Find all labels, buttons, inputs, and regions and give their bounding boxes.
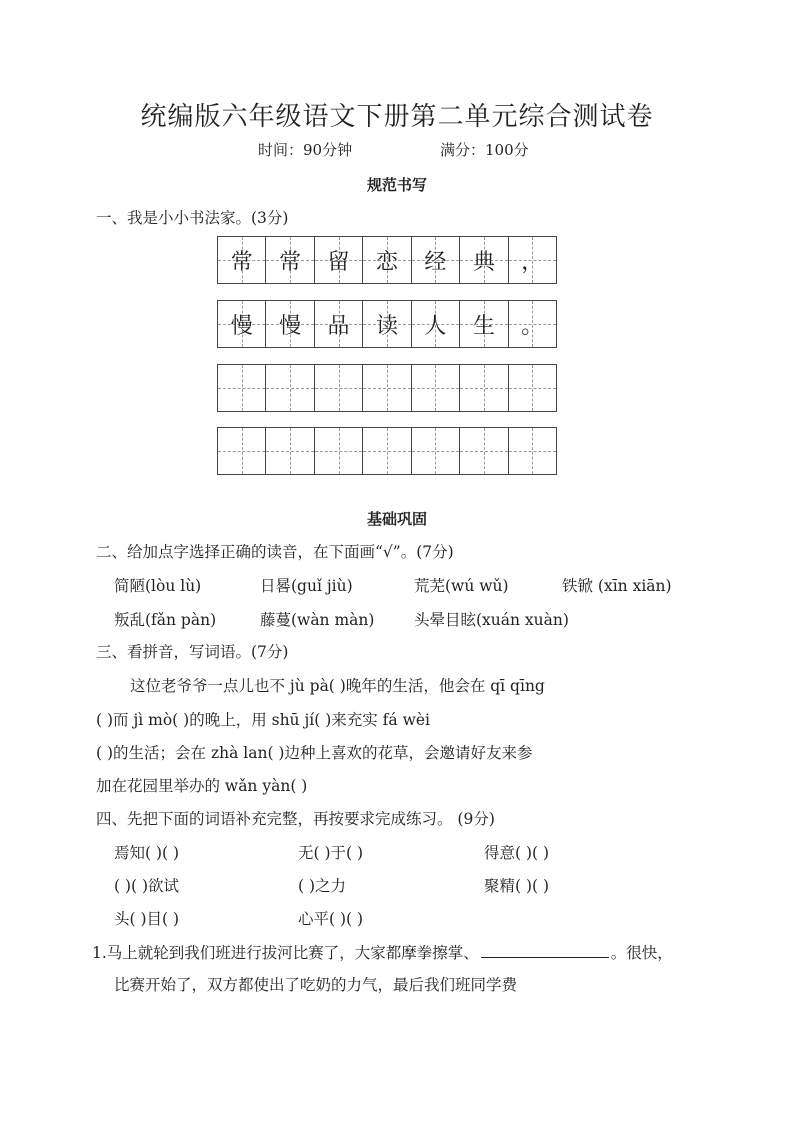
question-3-prompt: 三、看拼音，写词语。(7分) xyxy=(96,643,289,661)
grid-cell[interactable] xyxy=(363,365,411,411)
q3-line: ( )而 jì mò( )的晚上，用 shū jí( )来充实 fá wèi xyxy=(96,711,430,729)
grid-cell: 慢 xyxy=(218,301,266,347)
writing-grid-row-1 xyxy=(217,236,557,284)
grid-cell[interactable] xyxy=(412,428,460,474)
grid-cell: ， xyxy=(509,237,556,283)
grid-cell: 常 xyxy=(218,237,266,283)
q2-item: 简陋(lòu lù) xyxy=(114,577,202,595)
q4-sub1-line-2: 比赛开始了，双方都使出了吃奶的力气，最后我们班同学费 xyxy=(114,976,518,994)
q2-item: 叛乱(fǎn pàn) xyxy=(114,611,217,629)
section-heading-basics: 基础巩固 xyxy=(366,510,427,528)
grid-cell[interactable] xyxy=(509,428,556,474)
exam-full-score: 满分：100分 xyxy=(440,141,529,159)
q2-item: 藤蔓(wàn màn) xyxy=(260,611,375,629)
grid-cell[interactable] xyxy=(218,428,266,474)
question-2-prompt: 二、给加点字选择正确的读音，在下面画“√”。(7分) xyxy=(96,543,454,561)
q3-line: 加在花园里举办的 wǎn yàn( ) xyxy=(96,777,308,795)
q4-sub-question-1 xyxy=(92,941,673,963)
q4-idiom: 无( )于( ) xyxy=(298,844,364,862)
grid-cell: 人 xyxy=(412,301,460,347)
writing-grid-blank-row-2[interactable] xyxy=(217,427,557,475)
grid-cell[interactable] xyxy=(218,365,266,411)
grid-cell: 品 xyxy=(315,301,363,347)
grid-cell: 经 xyxy=(412,237,460,283)
grid-cell: 慢 xyxy=(266,301,314,347)
grid-cell[interactable] xyxy=(266,365,314,411)
q2-item: 日晷(guǐ jiù) xyxy=(260,577,353,595)
grid-cell: 常 xyxy=(266,237,314,283)
grid-cell: 生 xyxy=(460,301,508,347)
grid-cell[interactable] xyxy=(315,365,363,411)
q2-item: 荒芜(wú wǔ) xyxy=(414,577,509,595)
section-heading-writing: 规范书写 xyxy=(366,176,427,194)
exam-time: 时间：90分钟 xyxy=(258,141,353,159)
answer-blank[interactable] xyxy=(481,943,609,958)
q3-line: ( )的生活；会在 zhà lan( )边种上喜欢的花草，会邀请好友来参 xyxy=(96,744,533,762)
grid-cell: 留 xyxy=(315,237,363,283)
grid-cell[interactable] xyxy=(460,428,508,474)
q4-sub1-text: 1.马上就轮到我们班进行拔河比赛了，大家都摩拳擦掌、 xyxy=(92,944,479,962)
grid-cell[interactable] xyxy=(315,428,363,474)
writing-grid-blank-row-1[interactable] xyxy=(217,364,557,412)
grid-cell: 典 xyxy=(460,237,508,283)
q3-line: 这位老爷爷一点儿也不 jù pà( )晚年的生活，他会在 qī qīng xyxy=(130,677,545,695)
grid-cell: 。 xyxy=(509,301,556,347)
q4-idiom: ( )之力 xyxy=(298,877,347,895)
question-4-prompt: 四、先把下面的词语补充完整，再按要求完成练习。 (9分) xyxy=(96,810,495,828)
grid-cell[interactable] xyxy=(460,365,508,411)
grid-cell: 读 xyxy=(363,301,411,347)
q2-item: 铁锨 (xīn xiān) xyxy=(562,577,672,595)
grid-cell[interactable] xyxy=(363,428,411,474)
grid-cell[interactable] xyxy=(509,365,556,411)
grid-cell[interactable] xyxy=(412,365,460,411)
page-title: 统编版六年级语文下册第二单元综合测试卷 xyxy=(140,102,654,132)
q4-sub1-text-end: 。很快， xyxy=(610,944,673,962)
q4-idiom: 头( )目( ) xyxy=(114,910,180,928)
q4-idiom: ( )( )欲试 xyxy=(114,877,180,895)
grid-cell[interactable] xyxy=(266,428,314,474)
q4-idiom: 得意( )( ) xyxy=(484,844,550,862)
grid-cell: 恋 xyxy=(363,237,411,283)
q4-idiom: 聚精( )( ) xyxy=(484,877,550,895)
q4-idiom: 心平( )( ) xyxy=(298,910,364,928)
q4-idiom: 焉知( )( ) xyxy=(114,844,180,862)
q2-item: 头晕目眩(xuán xuàn) xyxy=(414,611,569,629)
question-1-prompt: 一、我是小小书法家。(3分) xyxy=(96,209,289,227)
writing-grid-row-2 xyxy=(217,300,557,348)
